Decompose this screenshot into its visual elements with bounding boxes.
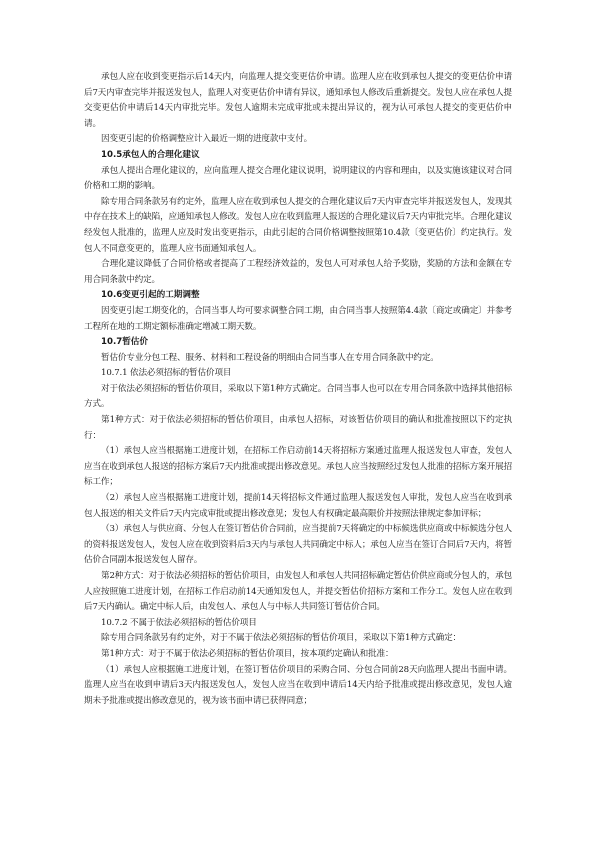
paragraph: 对于依法必须招标的暂估价项目，采取以下第1种方式确定。合同当事人也可以在专用合同条款中选择其他招标方式。: [84, 383, 512, 410]
list-item: （3）承包人与供应商、分包人在签订暂估价合同前，应当提前7天将确定的中标候选供应商或中标候选分包人的资料报送发包人，发包人应在收到资料后3天内与承包人共同确定中标人；承包人应当在签订合同后7天内，将暂估价合同副本报送发包人留存。: [84, 524, 512, 566]
subsection-heading: 10.7.2 不属于依法必须招标的暂估价项目: [101, 617, 257, 628]
document-page: [84, 70, 512, 709]
section-heading: 10.7暂估价: [101, 337, 148, 348]
paragraph: 承包人应在收到变更指示后14天内，向监理人提交变更估价申请。监理人应在收到承包人提交的变更估价申请后7天内审查完毕并报送发包人，监理人对变更估价申请有异议，通知承包人修改后重新提交。发包人应在承包人提交变更估价申请后14天内审批完毕。发包人逾期未完成审批或未提出异议的，视为认可承包人提交的变更估价申请。: [84, 72, 512, 129]
paragraph: 除专用合同条款另有约定外，监理人应在收到承包人提交的合理化建议后7天内审查完毕并报送发包人，发现其中存在技术上的缺陷，应通知承包人修改。发包人应在收到监理人报送的合理化建议后7天内审批完毕。合理化建议经发包人批准的，监理人应及时发出变更指示，由此引起的合同价格调整按照第10.4款〔变更估价〕约定执行。发包人不同意变更的，监理人应书面通知承包人。: [84, 196, 512, 254]
paragraph: 第1种方式：对于依法必须招标的暂估价项目，由承包人招标，对该暂估价项目的确认和批准按照以下约定执行：: [84, 415, 512, 441]
paragraph: 除专用合同条款另有约定外，对于不属于依法必须招标的暂估价项目，采取以下第1种方式确定：: [101, 633, 461, 644]
paragraph: 合理化建议降低了合同价格或者提高了工程经济效益的，发包人可对承包人给予奖励，奖励的方法和金额在专用合同条款中约定。: [84, 259, 512, 285]
paragraph: 暂估价专业分包工程、服务、材料和工程设备的明细由合同当事人在专用合同条款中约定。: [101, 352, 439, 363]
paragraph: 第1种方式：对于不属于依法必须招标的暂估价项目，按本项约定确认和批准：: [101, 648, 394, 659]
list-item: （2）承包人应当根据施工进度计划，提前14天将招标文件通过监理人报送发包人审批，发包人应当在收到承包人报送的相关文件后7天内完成审批或提出修改意见；发包人有权确定最高限价并按照法律规定参加评标；: [84, 493, 512, 519]
paragraph: 因变更引起工期变化的，合同当事人均可要求调整合同工期，由合同当事人按照第4.4款〔商定或确定〕并参考工程所在地的工期定额标准确定增减工期天数。: [84, 305, 512, 332]
section-heading: 10.6变更引起的工期调整: [101, 290, 200, 301]
paragraph: 因变更引起的价格调整应计入最近一期的进度款中支付。: [101, 134, 313, 145]
list-item: （1）承包人应当根据施工进度计划，在招标工作启动前14天将招标方案通过监理人报送发包人审查，发包人应当在收到承包人报送的招标方案后7天内批准或提出修改意见。承包人应当按照经过发包人批准的招标方案开展招标工作；: [84, 446, 512, 488]
paragraph: 第2种方式：对于依法必须招标的暂估价项目，由发包人和承包人共同招标确定暂估价供应商或分包人的，承包人应按照施工进度计划，在招标工作启动前14天通知发包人，并提交暂估价招标方案和工作分工。发包人应在收到后7天内确认。确定中标人后，由发包人、承包人与中标人共同签订暂估价合同。: [84, 571, 512, 613]
subsection-heading: 10.7.1 依法必须招标的暂估价项目: [101, 368, 232, 379]
paragraph: 承包人提出合理化建议的，应向监理人提交合理化建议说明，说明建议的内容和理由，以及实施该建议对合同价格和工期的影响。: [84, 165, 512, 192]
list-item: （1）承包人应根据施工进度计划，在签订暂估价项目的采购合同、分包合同前28天向监理人提出书面申请。监理人应当在收到申请后3天内报送发包人，发包人应当在收到申请后14天内给予批准或提出修改意见，发包人逾期未予批准或提出修改意见的，视为该书面申请已获得同意；: [84, 664, 512, 706]
section-heading: 10.5承包人的合理化建议: [101, 149, 200, 160]
